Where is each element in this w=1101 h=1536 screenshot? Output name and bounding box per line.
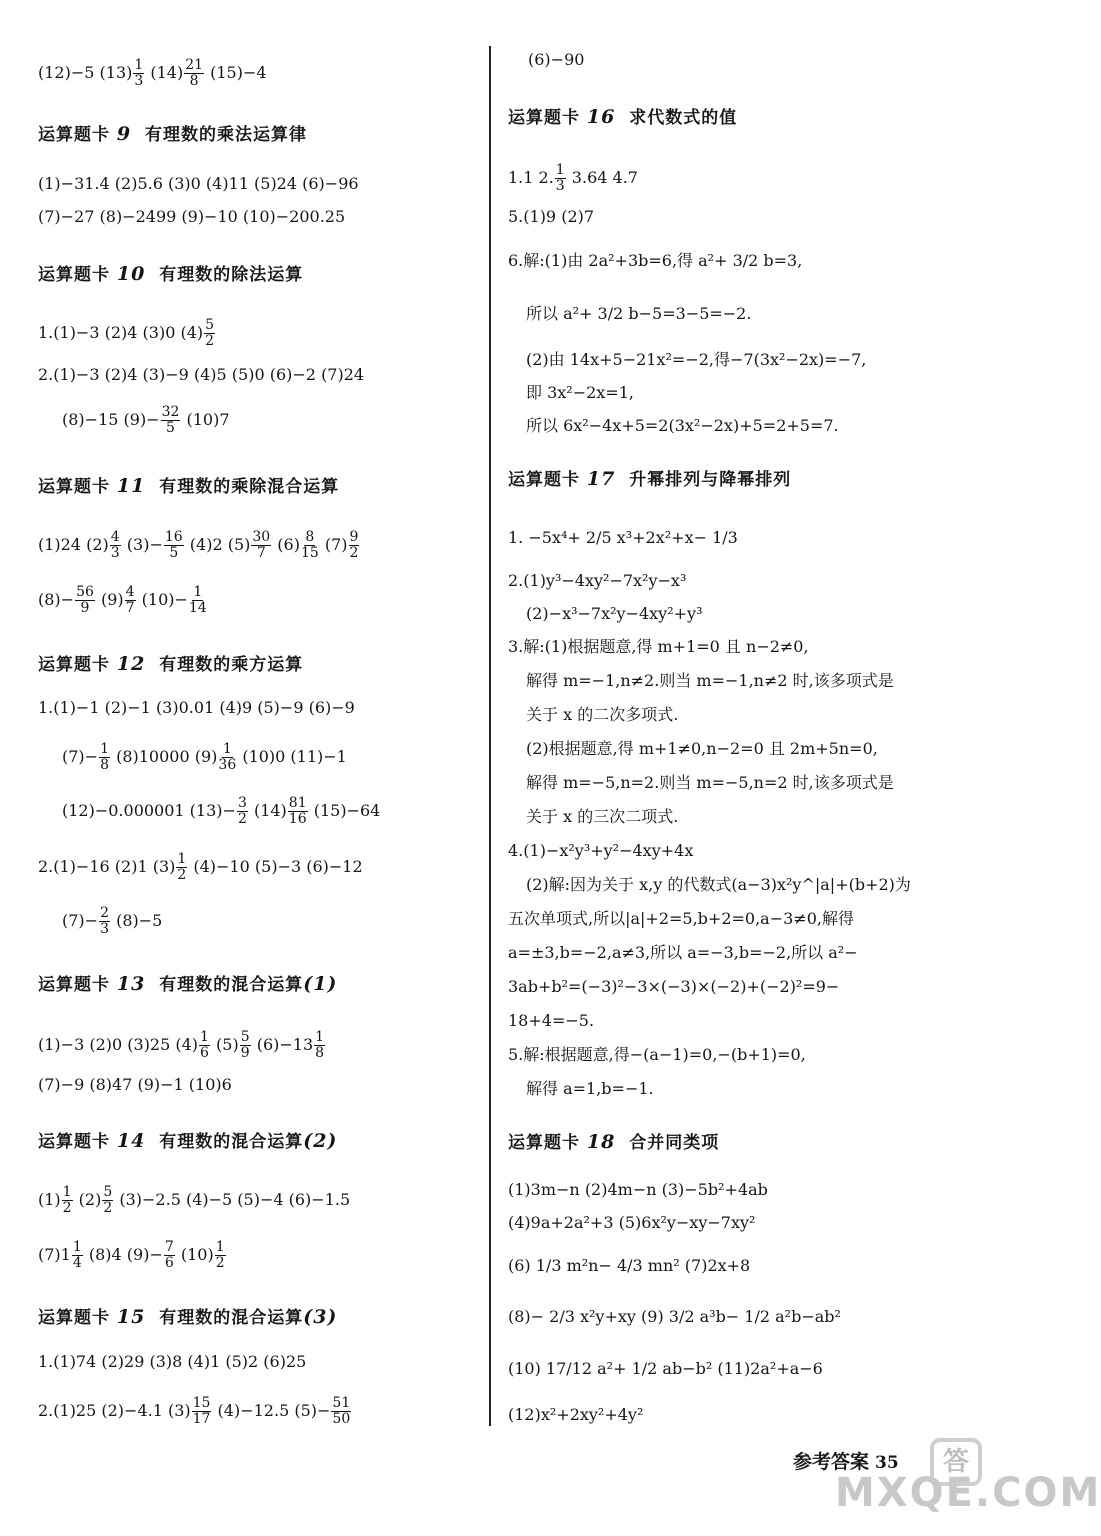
answer-line: (2)−x³−7x²y−4xy²+y³	[526, 604, 703, 623]
fraction: $\frac{4}{7}$	[125, 584, 135, 616]
answer-line: 即 3x²−2x=1,	[526, 383, 634, 402]
answer-line: 3.解:(1)根据题意,得 m+1=0 且 n−2≠0,	[508, 637, 809, 656]
fraction: $\frac{3}{2}$	[237, 795, 247, 827]
fraction: $\frac{15}{17}$	[192, 1395, 211, 1427]
answer-line: 1.(1)−1 (2)−1 (3)0.01 (4)9 (5)−9 (6)−9	[38, 698, 355, 717]
answer-line: (7)1 $\frac{1}{4}$ (8)4 (9)− $\frac{7}{6}$ (10) $\frac{1}{2}$	[38, 1239, 225, 1271]
answer-line: 5.解:根据题意,得−(a−1)=0,−(b+1)=0,	[508, 1045, 806, 1064]
answer-line: (7)− $\frac{1}{8}$ (8)10000 (9) $\frac{1}{36}$ (10)0 (11)−1	[62, 741, 347, 773]
section-heading-15: 运算题卡 15 有理数的混合运算(3)	[38, 1306, 338, 1328]
fraction: $\frac{30}{7}$	[252, 529, 271, 561]
fraction: $\frac{5}{9}$	[240, 1029, 250, 1061]
answer-line: (7)−9 (8)47 (9)−1 (10)6	[38, 1075, 232, 1094]
answer-line: (7)−27 (8)−2499 (9)−10 (10)−200.25	[38, 207, 346, 226]
answer-line: (1)−3 (2)0 (3)25 (4) $\frac{1}{6}$ (5) $\frac{5}{9}$ (6)−13 $\frac{1}{8}$	[38, 1029, 325, 1061]
fraction: $\frac{81}{16}$	[288, 795, 307, 827]
answer-line: (8)− $\frac{56}{9}$ (9) $\frac{4}{7}$ (10)− $\frac{1}{14}$	[38, 584, 207, 616]
fraction: $\frac{1}{6}$	[200, 1029, 209, 1061]
answer-line: (12)x²+2xy²+4y²	[508, 1405, 644, 1424]
watermark: MXQE.COM	[835, 1470, 1101, 1516]
answer-line: 所以 a²+ 3/2 b−5=3−5=−2.	[526, 304, 752, 323]
fraction: $\frac{2}{3}$	[100, 905, 109, 937]
section-heading-10: 运算题卡 10 有理数的除法运算	[38, 263, 304, 285]
answer-line: 解得 m=−5,n=2.则当 m=−5,n=2 时,该多项式是	[526, 773, 894, 792]
answer-line: (1)3m−n (2)4m−n (3)−5b²+4ab	[508, 1180, 768, 1199]
answer-line: 6.解:(1)由 2a²+3b=6,得 a²+ 3/2 b=3,	[508, 251, 803, 270]
answer-line: (8)−15 (9)− $\frac{32}{5}$ (10)7	[62, 404, 230, 436]
column-divider	[489, 46, 491, 1426]
answer-line: (2)解:因为关于 x,y 的代数式(a−3)x²y^|a|+(b+2)为	[526, 875, 911, 894]
section-heading-16: 运算题卡 16 求代数式的值	[508, 106, 738, 128]
fraction: $\frac{32}{5}$	[161, 404, 180, 436]
fraction: $\frac{1}{8}$	[315, 1029, 325, 1061]
answer-line: 五次单项式,所以|a|+2=5,b+2=0,a−3≠0,解得	[508, 909, 854, 928]
fraction: $\frac{16}{5}$	[164, 529, 183, 561]
section-heading-18: 运算题卡 18 合并同类项	[508, 1131, 720, 1153]
fraction: $\frac{56}{9}$	[76, 584, 94, 616]
fraction: $\frac{4}{3}$	[110, 529, 120, 561]
answer-line: (12)−5 (13) $\frac{1}{3}$ (14) $\frac{21}{8}$ (15)−4	[38, 57, 267, 89]
answer-line: (1)24 (2) $\frac{4}{3}$ (3)− $\frac{16}{5}$ (4)2 (5) $\frac{30}{7}$ (6) $\frac{8}{15}$ (7) $\frac{9}{2}$	[38, 529, 359, 561]
fraction: $\frac{1}{4}$	[72, 1239, 82, 1271]
fraction: $\frac{7}{6}$	[164, 1239, 174, 1271]
footer-label: 参考答案	[793, 1451, 870, 1473]
answer-line: (6) 1/3 m²n− 4/3 mn² (7)2x+8	[508, 1256, 751, 1275]
answer-line: 1.1 2. $\frac{1}{3}$ 3.64 4.7	[508, 162, 638, 194]
fraction: $\frac{1}{2}$	[215, 1239, 225, 1271]
answer-line: (1)−31.4 (2)5.6 (3)0 (4)11 (5)24 (6)−96	[38, 174, 359, 193]
answer-line: (8)− 2/3 x²y+xy (9) 3/2 a³b− 1/2 a²b−ab²	[508, 1307, 841, 1326]
fraction: $\frac{1}{36}$	[218, 741, 237, 773]
answer-line: 3ab+b²=(−3)²−3×(−3)×(−2)+(−2)²=9−	[508, 977, 840, 996]
page-number: 35	[875, 1453, 899, 1473]
fraction: $\frac{1}{8}$	[100, 741, 109, 773]
answer-line: a=±3,b=−2,a≠3,所以 a=−3,b=−2,所以 a²−	[508, 943, 858, 962]
fraction: $\frac{1}{2}$	[62, 1184, 72, 1216]
answer-line: 2.(1)−3 (2)4 (3)−9 (4)5 (5)0 (6)−2 (7)24	[38, 365, 365, 384]
fraction: $\frac{51}{50}$	[332, 1395, 351, 1427]
answer-line: 关于 x 的三次二项式.	[526, 807, 679, 826]
fraction: $\frac{9}{2}$	[349, 529, 359, 561]
fraction: $\frac{1}{3}$	[555, 162, 565, 194]
answer-line: (7)− $\frac{2}{3}$ (8)−5	[62, 905, 163, 937]
answer-line: 1.(1)74 (2)29 (3)8 (4)1 (5)2 (6)25	[38, 1352, 307, 1371]
answer-line: 5.(1)9 (2)7	[508, 207, 595, 226]
answer-line: (12)−0.000001 (13)− $\frac{3}{2}$ (14) $\frac{81}{16}$ (15)−64	[62, 795, 381, 827]
section-heading-9: 运算题卡 9 有理数的乘法运算律	[38, 123, 307, 145]
fraction: $\frac{8}{15}$	[300, 529, 319, 561]
answer-line: (10) 17/12 a²+ 1/2 ab−b² (11)2a²+a−6	[508, 1359, 823, 1378]
section-heading-17: 运算题卡 17 升幂排列与降幂排列	[508, 468, 792, 490]
answer-line: 解得 a=1,b=−1.	[526, 1079, 654, 1098]
answer-line: 2.(1)−16 (2)1 (3) $\frac{1}{2}$ (4)−10 (5)−3 (6)−12	[38, 851, 363, 883]
answer-line: 18+4=−5.	[508, 1011, 595, 1030]
answer-line: (2)由 14x+5−21x²=−2,得−7(3x²−2x)=−7,	[526, 350, 867, 369]
answer-line: 4.(1)−x²y³+y²−4xy+4x	[508, 841, 694, 860]
section-heading-11: 运算题卡 11 有理数的乘除混合运算	[38, 475, 340, 497]
answer-line: 2.(1)y³−4xy²−7x²y−x³	[508, 571, 687, 590]
answer-line: 1. −5x⁴+ 2/5 x³+2x²+x− 1/3	[508, 528, 738, 547]
answer-line: (6)−90	[528, 50, 585, 69]
answer-line: 所以 6x²−4x+5=2(3x²−2x)+5=2+5=7.	[526, 416, 839, 435]
answer-line: (2)根据题意,得 m+1≠0,n−2=0 且 2m+5n=0,	[526, 739, 878, 758]
section-heading-14: 运算题卡 14 有理数的混合运算(2)	[38, 1130, 338, 1152]
section-heading-12: 运算题卡 12 有理数的乘方运算	[38, 653, 304, 675]
fraction: $\frac{21}{8}$	[185, 57, 204, 89]
answer-line: (1) $\frac{1}{2}$ (2) $\frac{5}{2}$ (3)−2.5 (4)−5 (5)−4 (6)−1.5	[38, 1184, 351, 1216]
fraction: $\frac{1}{14}$	[188, 584, 207, 616]
fraction: $\frac{1}{2}$	[177, 851, 187, 883]
section-heading-13: 运算题卡 13 有理数的混合运算(1)	[38, 973, 338, 995]
fraction: $\frac{5}{2}$	[103, 1184, 113, 1216]
answer-line: 1.(1)−3 (2)4 (3)0 (4) $\frac{5}{2}$	[38, 317, 215, 349]
answer-line: 2.(1)25 (2)−4.1 (3) $\frac{15}{17}$ (4)−12.5 (5)− $\frac{51}{50}$	[38, 1395, 351, 1427]
fraction: $\frac{1}{3}$	[134, 57, 144, 89]
answer-line: 解得 m=−1,n≠2.则当 m=−1,n≠2 时,该多项式是	[526, 671, 894, 690]
answer-line: (4)9a+2a²+3 (5)6x²y−xy−7xy²	[508, 1213, 756, 1232]
answer-line: 关于 x 的二次多项式.	[526, 705, 679, 724]
watermark-badge: 答	[930, 1438, 982, 1486]
fraction: $\frac{5}{2}$	[205, 317, 215, 349]
